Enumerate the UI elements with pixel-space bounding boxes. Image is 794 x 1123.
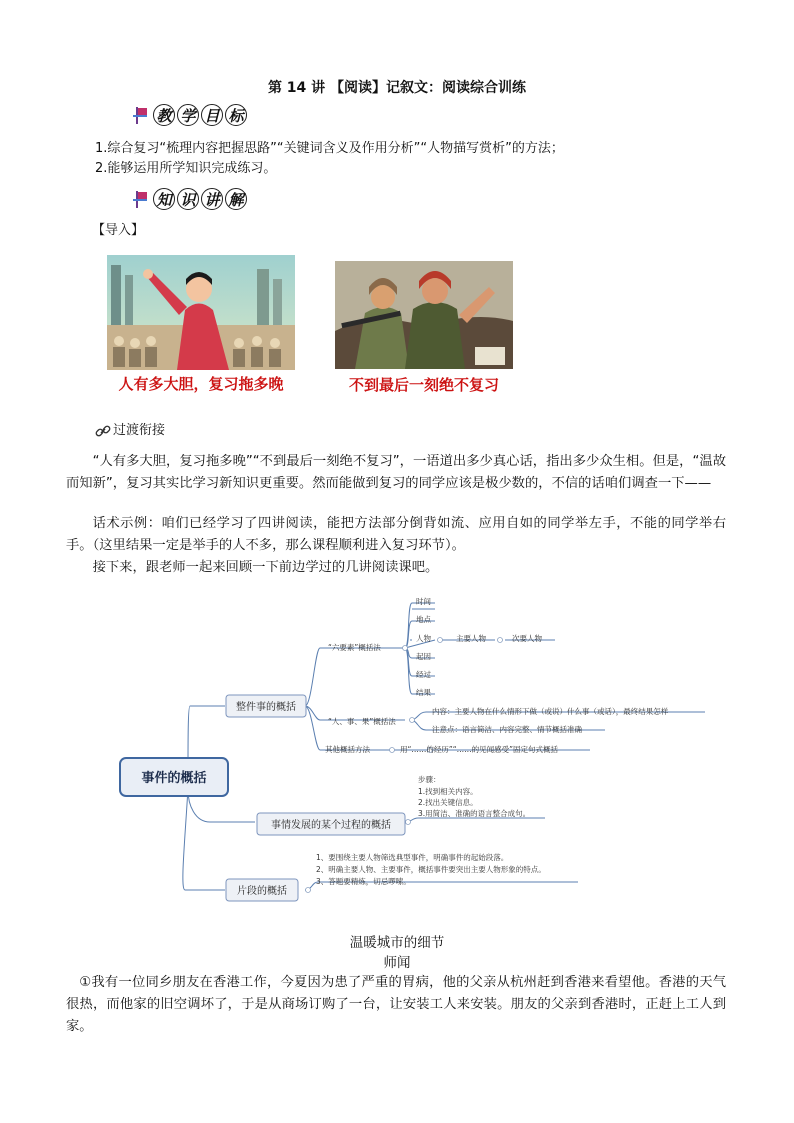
mindmap-item: 次要人物 — [512, 634, 542, 643]
mindmap-segment-note: 1、要围绕主要人物筛选典型事件，明确事件的起始段落。 — [316, 853, 509, 862]
mindmap-item: 主要人物 — [456, 634, 486, 643]
section-heading-knowledge — [133, 188, 247, 210]
poster-image-1 — [107, 255, 295, 370]
article-title: 温暖城市的细节 — [349, 935, 445, 951]
heading-char: 识 — [177, 188, 199, 210]
mindmap-label: “人、事、果”概括法 — [328, 717, 396, 726]
heading-char: 标 — [225, 104, 247, 126]
mindmap-branch-label: 片段的概括 — [237, 886, 287, 897]
goal-item: 2.能够运用所学知识完成练习。 — [95, 161, 277, 176]
mindmap — [100, 590, 720, 910]
article-paragraph: ①我有一位同乡朋友在香港工作，今夏因为患了严重的胃病，他的父亲从杭州赶到香港来看望他。香港的天气很热，而他家的旧空调坏了，于是从商场订购了一台，让安装工人来安装。朋友的父亲到香港时，正赶上工人到家。 — [66, 975, 726, 1034]
paragraph: 话术示例：咱们已经学习了四讲阅读，能把方法部分倒背如流、应用自如的同学举左手，不能的同学举右手。（这里结果一定是举手的人不多，那么课程顺利进入复习环节）。 — [66, 516, 726, 553]
article-author: 师闻 — [383, 955, 411, 971]
mindmap-segment-note: 2、明确主要人物、主要事件，概括事件要突出主要人物形象的特点。 — [316, 865, 546, 874]
flag-icon — [133, 106, 147, 124]
mindmap-item: 起因 — [416, 652, 431, 661]
mindmap-branch-label: 事情发展的某个过程的概括 — [271, 820, 391, 831]
heading-char: 学 — [177, 104, 199, 126]
mindmap-root-label: 事件的概括 — [141, 771, 207, 786]
mindmap-segment-note: 3、答题要精炼，切忌啰嗦。 — [316, 877, 411, 886]
heading-char: 目 — [201, 104, 223, 126]
mindmap-step: 步骤： — [418, 775, 441, 784]
transition-heading — [95, 421, 165, 441]
mindmap-step: 2.找出关键信息。 — [418, 798, 478, 807]
mindmap-step: 3.用简洁、准确的语言整合成句。 — [418, 809, 531, 818]
flag-icon — [133, 190, 147, 208]
heading-char: 知 — [153, 188, 175, 210]
mindmap-item: 经过 — [416, 670, 431, 679]
paragraph: “人有多大胆，复习拖多晚”“不到最后一刻绝不复习”，一语道出多少真心话，指出多少众生相。但是，“温故而知新”，复习其实比学习新知识更重要。然而能做到复习的同学应该是极少数的，不信的话咱们调查一下—— — [66, 454, 726, 491]
goal-item: 1.综合复习“梳理内容把握思路”“关键词含义及作用分析”“人物描写赏析”的方法； — [95, 141, 564, 156]
heading-char: 教 — [153, 104, 175, 126]
heading-char: 解 — [225, 188, 247, 210]
mindmap-label: “六要素”概括法 — [328, 643, 381, 652]
mindmap-step: 1.找到相关内容。 — [418, 787, 478, 796]
paragraph: 接下来，跟老师一起来回顾一下前边学过的几讲阅读课吧。 — [92, 560, 439, 575]
mindmap-item: 人物 — [416, 634, 431, 643]
transition-label: 过渡衔接 — [113, 423, 166, 438]
mindmap-item: 时间 — [416, 597, 431, 606]
heading-char: 讲 — [201, 188, 223, 210]
mindmap-item: 结果 — [416, 688, 431, 697]
section-heading-teaching-goals — [133, 104, 247, 126]
mindmap-item: 地点 — [416, 615, 431, 624]
poster-image-2 — [335, 261, 513, 369]
intro-label: 【导入】 — [92, 223, 145, 238]
poster-caption-2: 不到最后一刻绝不复习 — [348, 376, 499, 394]
mindmap-branch-label: 整件事的概括 — [236, 702, 296, 713]
poster-caption-1: 人有多大胆，复习拖多晚 — [118, 375, 284, 393]
page-title: 第 14 讲 【阅读】记叙文：阅读综合训练 — [267, 80, 527, 96]
mindmap-label: 其他概括方法 — [325, 745, 370, 754]
mindmap-note: 注意点：语言简洁、内容完整、情节概括准确 — [432, 725, 582, 734]
link-icon — [95, 424, 111, 438]
mindmap-note: 内容：主要人物在什么情形下做（或说）什么事（或话），最终结果怎样 — [432, 707, 669, 716]
mindmap-note: 用“……的经历”“……的见闻感受”固定句式概括 — [400, 745, 559, 754]
